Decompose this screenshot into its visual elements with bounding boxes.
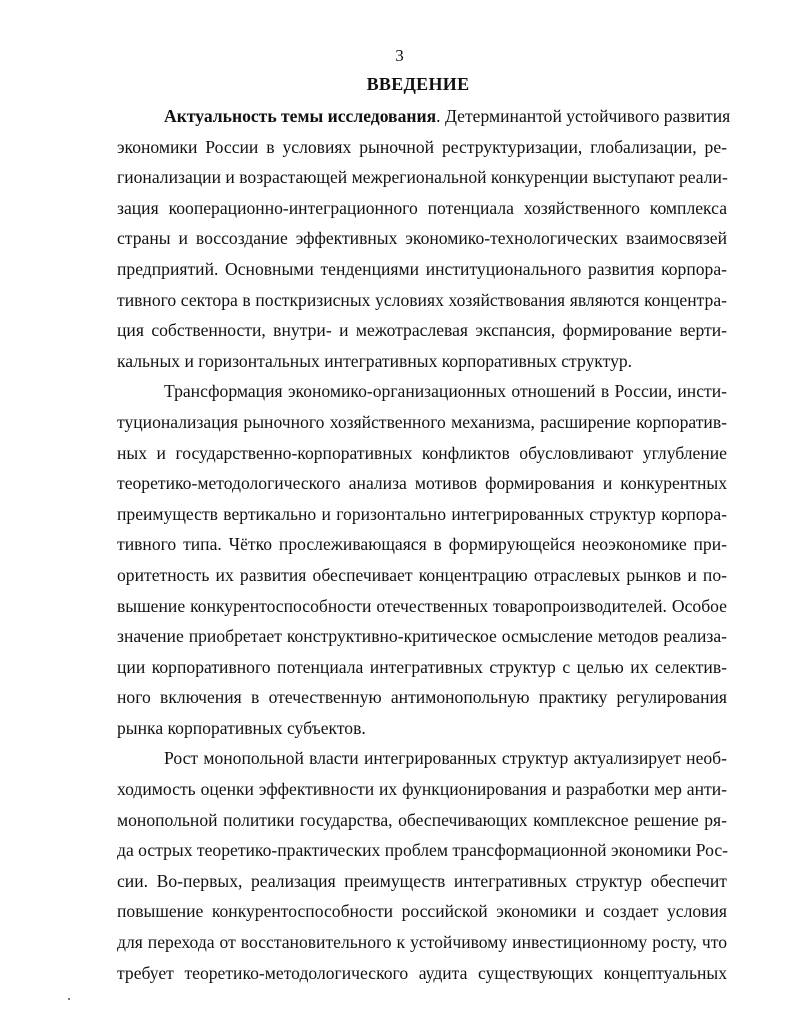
paragraph-line: повышение конкурентоспособности российской экономики и создает условия bbox=[117, 901, 727, 922]
paragraph-line: гионализации и возрастающей межрегиональной конкуренции выступают реали- bbox=[117, 167, 728, 188]
paragraph-line: требует теоретико-методологического аудита существующих концептуальных bbox=[117, 962, 727, 983]
paragraph-line: Трансформация экономико-организационных отношений в России, инсти- bbox=[164, 381, 727, 402]
paragraph-line: теоретико-методологического анализа мотивов формирования и конкурентных bbox=[117, 473, 727, 494]
paragraph-line: монопольной политики государства, обеспечивающих комплексное решение ря- bbox=[117, 809, 727, 830]
paragraph-line: тивного типа. Чётко прослеживающаяся в формирующейся неоэкономике при- bbox=[117, 534, 727, 555]
paragraph-line: ного включения в отечественную антимонопольную практику регулирования bbox=[117, 687, 727, 708]
paragraph-line: сии. Во-первых, реализация преимуществ интегративных структур обеспечит bbox=[117, 870, 727, 891]
paragraph-3 bbox=[117, 743, 727, 988]
paragraph-line: преимуществ вертикально и горизонтально интегрированных структур корпора- bbox=[117, 503, 727, 524]
scan-speck bbox=[68, 998, 70, 1000]
paragraph-line: значение приобретает конструктивно-критическое осмысление методов реализа- bbox=[117, 626, 727, 647]
page-number: 3 bbox=[395, 46, 404, 65]
paragraph-line: предприятий. Основными тенденциями институционального развития корпора- bbox=[117, 258, 727, 279]
paragraph-1 bbox=[117, 101, 731, 376]
paragraph-line: Актуальность темы исследования. Детерминантой устойчивого развития bbox=[164, 106, 731, 126]
body-text bbox=[117, 101, 731, 988]
paragraph-line: туционализация рыночного хозяйственного механизма, расширение корпоратив- bbox=[117, 411, 727, 432]
paragraph-2 bbox=[117, 376, 727, 743]
paragraph-line: для перехода от восстановительного к устойчивому инвестиционному росту, что bbox=[117, 932, 727, 953]
paragraph-line: тивного сектора в посткризисных условиях хозяйствования являются концентра- bbox=[117, 289, 727, 310]
paragraph-line: экономики России в условиях рыночной реструктуризации, глобализации, ре- bbox=[117, 136, 727, 157]
section-heading: ВВЕДЕНИЕ bbox=[366, 74, 470, 94]
paragraph-line: ции корпоративного потенциала интегративных структур с целью их селектив- bbox=[117, 656, 727, 677]
paragraph-line: страны и воссоздание эффективных экономико-технологических взаимосвязей bbox=[117, 228, 727, 249]
lead-phrase: Актуальность темы исследования bbox=[164, 106, 437, 126]
paragraph-line: кальных и горизонтальных интегративных корпоративных структур. bbox=[117, 350, 633, 371]
paragraph-line: Рост монопольной власти интегрированных структур актуализирует необ- bbox=[164, 748, 727, 769]
paragraph-line: рынка корпоративных субъектов. bbox=[117, 717, 366, 738]
paragraph-line: да острых теоретико-практических проблем трансформационной экономики Рос- bbox=[117, 840, 728, 861]
paragraph-line: оритетность их развития обеспечивает концентрацию отраслевых рынков и по- bbox=[117, 564, 727, 585]
paragraph-line: ных и государственно-корпоративных конфликтов обусловливают углубление bbox=[117, 442, 727, 463]
paragraph-line: ция собственности, внутри- и межотраслевая экспансия, формирование верти- bbox=[117, 320, 727, 341]
paragraph-line: ходимость оценки эффективности их функционирования и разработки мер анти- bbox=[117, 779, 727, 800]
paragraph-line: вышение конкурентоспособности отечественных товаропроизводителей. Особое bbox=[117, 595, 727, 616]
paragraph-line: зация кооперационно-интеграционного потенциала хозяйственного комплекса bbox=[117, 197, 727, 218]
